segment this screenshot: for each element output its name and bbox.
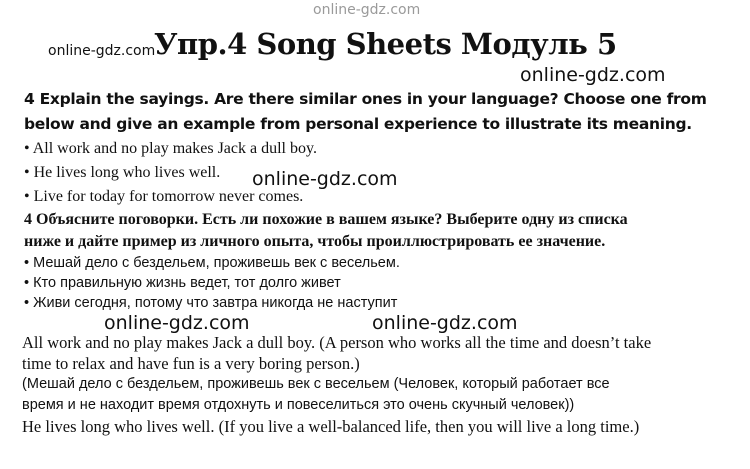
watermark-answer-left: online-gdz.com: [104, 312, 250, 334]
saying-ru-2: • Кто правильную жизнь ведет, тот долго живет: [24, 276, 341, 291]
watermark-middle: online-gdz.com: [252, 168, 398, 190]
task-en-line-1: 4 Explain the sayings. Are there similar ones in your language? Choose one from: [24, 90, 707, 108]
watermark-answer-right: online-gdz.com: [372, 312, 518, 334]
saying-en-2: • He lives long who lives well.: [24, 165, 220, 181]
answer-line-2: time to relax and have fun is a very boring person.): [22, 354, 360, 373]
answer-line-1: All work and no play makes Jack a dull boy. (A person who works all the time and doesn’t take: [22, 333, 652, 352]
watermark-top: online-gdz.com: [313, 2, 421, 18]
watermark-right: online-gdz.com: [520, 64, 666, 86]
saying-ru-1: • Мешай дело с бездельем, проживешь век с весельем.: [24, 256, 400, 271]
watermark-left: online-gdz.com: [48, 43, 156, 59]
answer-line-5: He lives long who lives well. (If you live a well-balanced life, then you will live a long time.): [22, 417, 640, 436]
page-title: Упр.4 Song Sheets Модуль 5: [154, 27, 617, 61]
saying-ru-3: • Живи сегодня, потому что завтра никогда не наступит: [24, 296, 397, 311]
answer-line-4: время и не находит время отдохнуть и повеселиться это очень скучный человек)): [22, 397, 575, 413]
task-en-line-2: below and give an example from personal experience to illustrate its meaning.: [24, 115, 692, 133]
saying-en-1: • All work and no play makes Jack a dull boy.: [24, 141, 317, 157]
answer-line-3: (Мешай дело с бездельем, проживешь век с весельем (Человек, который работает все: [22, 376, 610, 392]
task-ru-line-1: 4 Объясните поговорки. Есть ли похожие в вашем языке? Выберите одну из списка: [24, 211, 628, 228]
task-ru-line-2: ниже и дайте пример из личного опыта, чтобы проиллюстрировать ее значение.: [24, 233, 606, 250]
saying-en-3: • Live for today for tomorrow never comes.: [24, 189, 303, 205]
